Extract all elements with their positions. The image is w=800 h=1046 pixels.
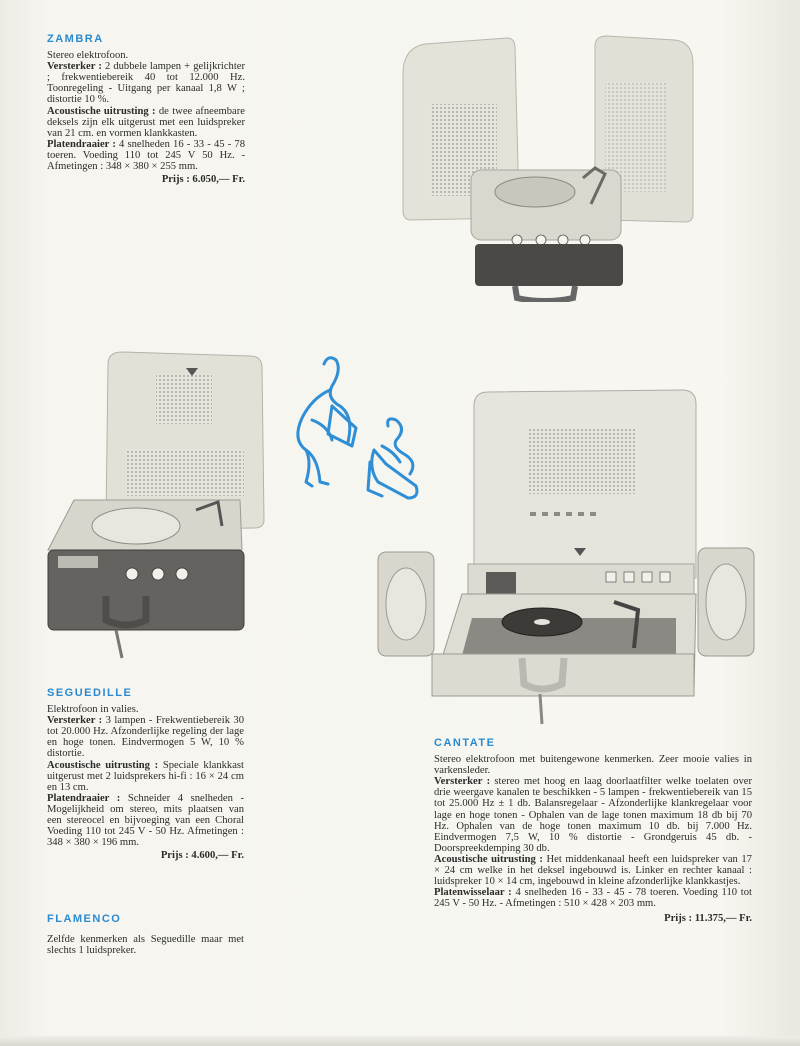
- cantate-intro: Stereo elektrofoon met buitengewone kenmerken. Zeer mooie valies in varkensleder.: [434, 754, 752, 777]
- zambra-block: [47, 34, 245, 185]
- seguedille-block: [47, 688, 244, 861]
- seguedille-price: Prijs : 4.600,— Fr.: [160, 850, 244, 862]
- seguedille-deck: Platendraaier : Schneider 4 snelheden - Mogelijkheid om stereo, mits plaatsen van een stereocel en bijvoeging van een Choral Voeding 110 tot 245 V - 50 Hz. Afmetingen : 348 × 380 × 196 mm.: [47, 792, 245, 849]
- flamenco-block: [47, 914, 244, 956]
- seguedille-title: SEGUEDILLE: [47, 687, 133, 699]
- seguedille-amp: Versterker : 3 lampen - Frekwentiebereik 30 tot 20.000 Hz. Afzonderlijke regeling der lage en hoge tonen. Eindvermogen 5 W, 10 % distortie.: [47, 715, 244, 760]
- cantate-acoustic: Acoustische uitrusting : Het middenkanaal heeft een luidspreker van 17 × 24 cm welke in het deksel ingebouwd is. Linker en rechter kanaal : luidspreker 10 × 14 cm, ingebouwd in kleine afzonderlijke klankkastjes.: [434, 853, 752, 888]
- seguedille-acoustic: Acoustische uitrusting : Speciale klankkast uitgerust met 2 luidsprekers hi-fi : 16 × 24 cm en 13 cm.: [47, 759, 244, 793]
- flamenco-title: FLAMENCO: [47, 913, 122, 925]
- seguedille-intro: Elektrofoon in valies.: [47, 704, 139, 716]
- zambra-amp: Versterker : 2 dubbele lampen + gelijkrichter ; frekwentiebereik 40 tot 12.000 Hz. Toonregeling - Uitgang per kanaal 1,8 W ; distortie 10 %.: [47, 61, 246, 106]
- page-bottom-edge: [0, 1036, 800, 1046]
- cantate-title: CANTATE: [434, 737, 496, 749]
- zambra-acoustic: Acoustische uitrusting : de twee afneembare deksels zijn elk uitgerust met een luidspreker van 21 cm. en vormen klankkasten.: [47, 105, 245, 139]
- cantate-photo: [376, 388, 758, 728]
- cantate-price: Prijs : 11.375,— Fr.: [664, 913, 752, 925]
- zambra-deck: Platendraaier : 4 snelheden 16 - 33 - 45 - 78 toeren. Voeding 110 tot 245 V 50 Hz. - Afmetingen : 348 × 380 × 255 mm.: [47, 138, 245, 173]
- zambra-price: Prijs : 6.050,— Fr.: [161, 174, 245, 186]
- cantate-amp: Versterker : stereo met hoog en laag doorlaatfilter welke toelaten over drie weergave kanalen te beschikken - 5 lampen - frekwentiebereik van 15 tot 25.000 Hz ± 1 db. Balansregelaar - Afzonderlijke klankregelaar voor lage en hoge tonen - Ophalen van de lage tonen maximum 18 db bij 70 Hz. Ophalen van de hoge tonen maximum 10 db. bij 7.000 Hz. Eindvermogen 7,5 W, 10 % distortie - Grondgeruis 45 db. - Doorspreekdemping 30 db.: [434, 776, 753, 854]
- flamenco-text: Zelfde kenmerken als Seguedille maar met slechts 1 luidspreker.: [47, 934, 244, 957]
- cantate-block: [434, 738, 752, 925]
- cantate-deck: Platenwisselaar : 4 snelheden 16 - 33 - 45 - 78 toeren. Voeding 110 tot 245 V - 50 Hz. - Afmetingen : 510 × 428 × 203 mm.: [434, 887, 752, 910]
- zambra-photo: [395, 34, 700, 302]
- seguedille-photo: [46, 350, 268, 662]
- zambra-intro: Stereo elektrofoon.: [47, 50, 129, 62]
- zambra-title: ZAMBRA: [47, 33, 104, 45]
